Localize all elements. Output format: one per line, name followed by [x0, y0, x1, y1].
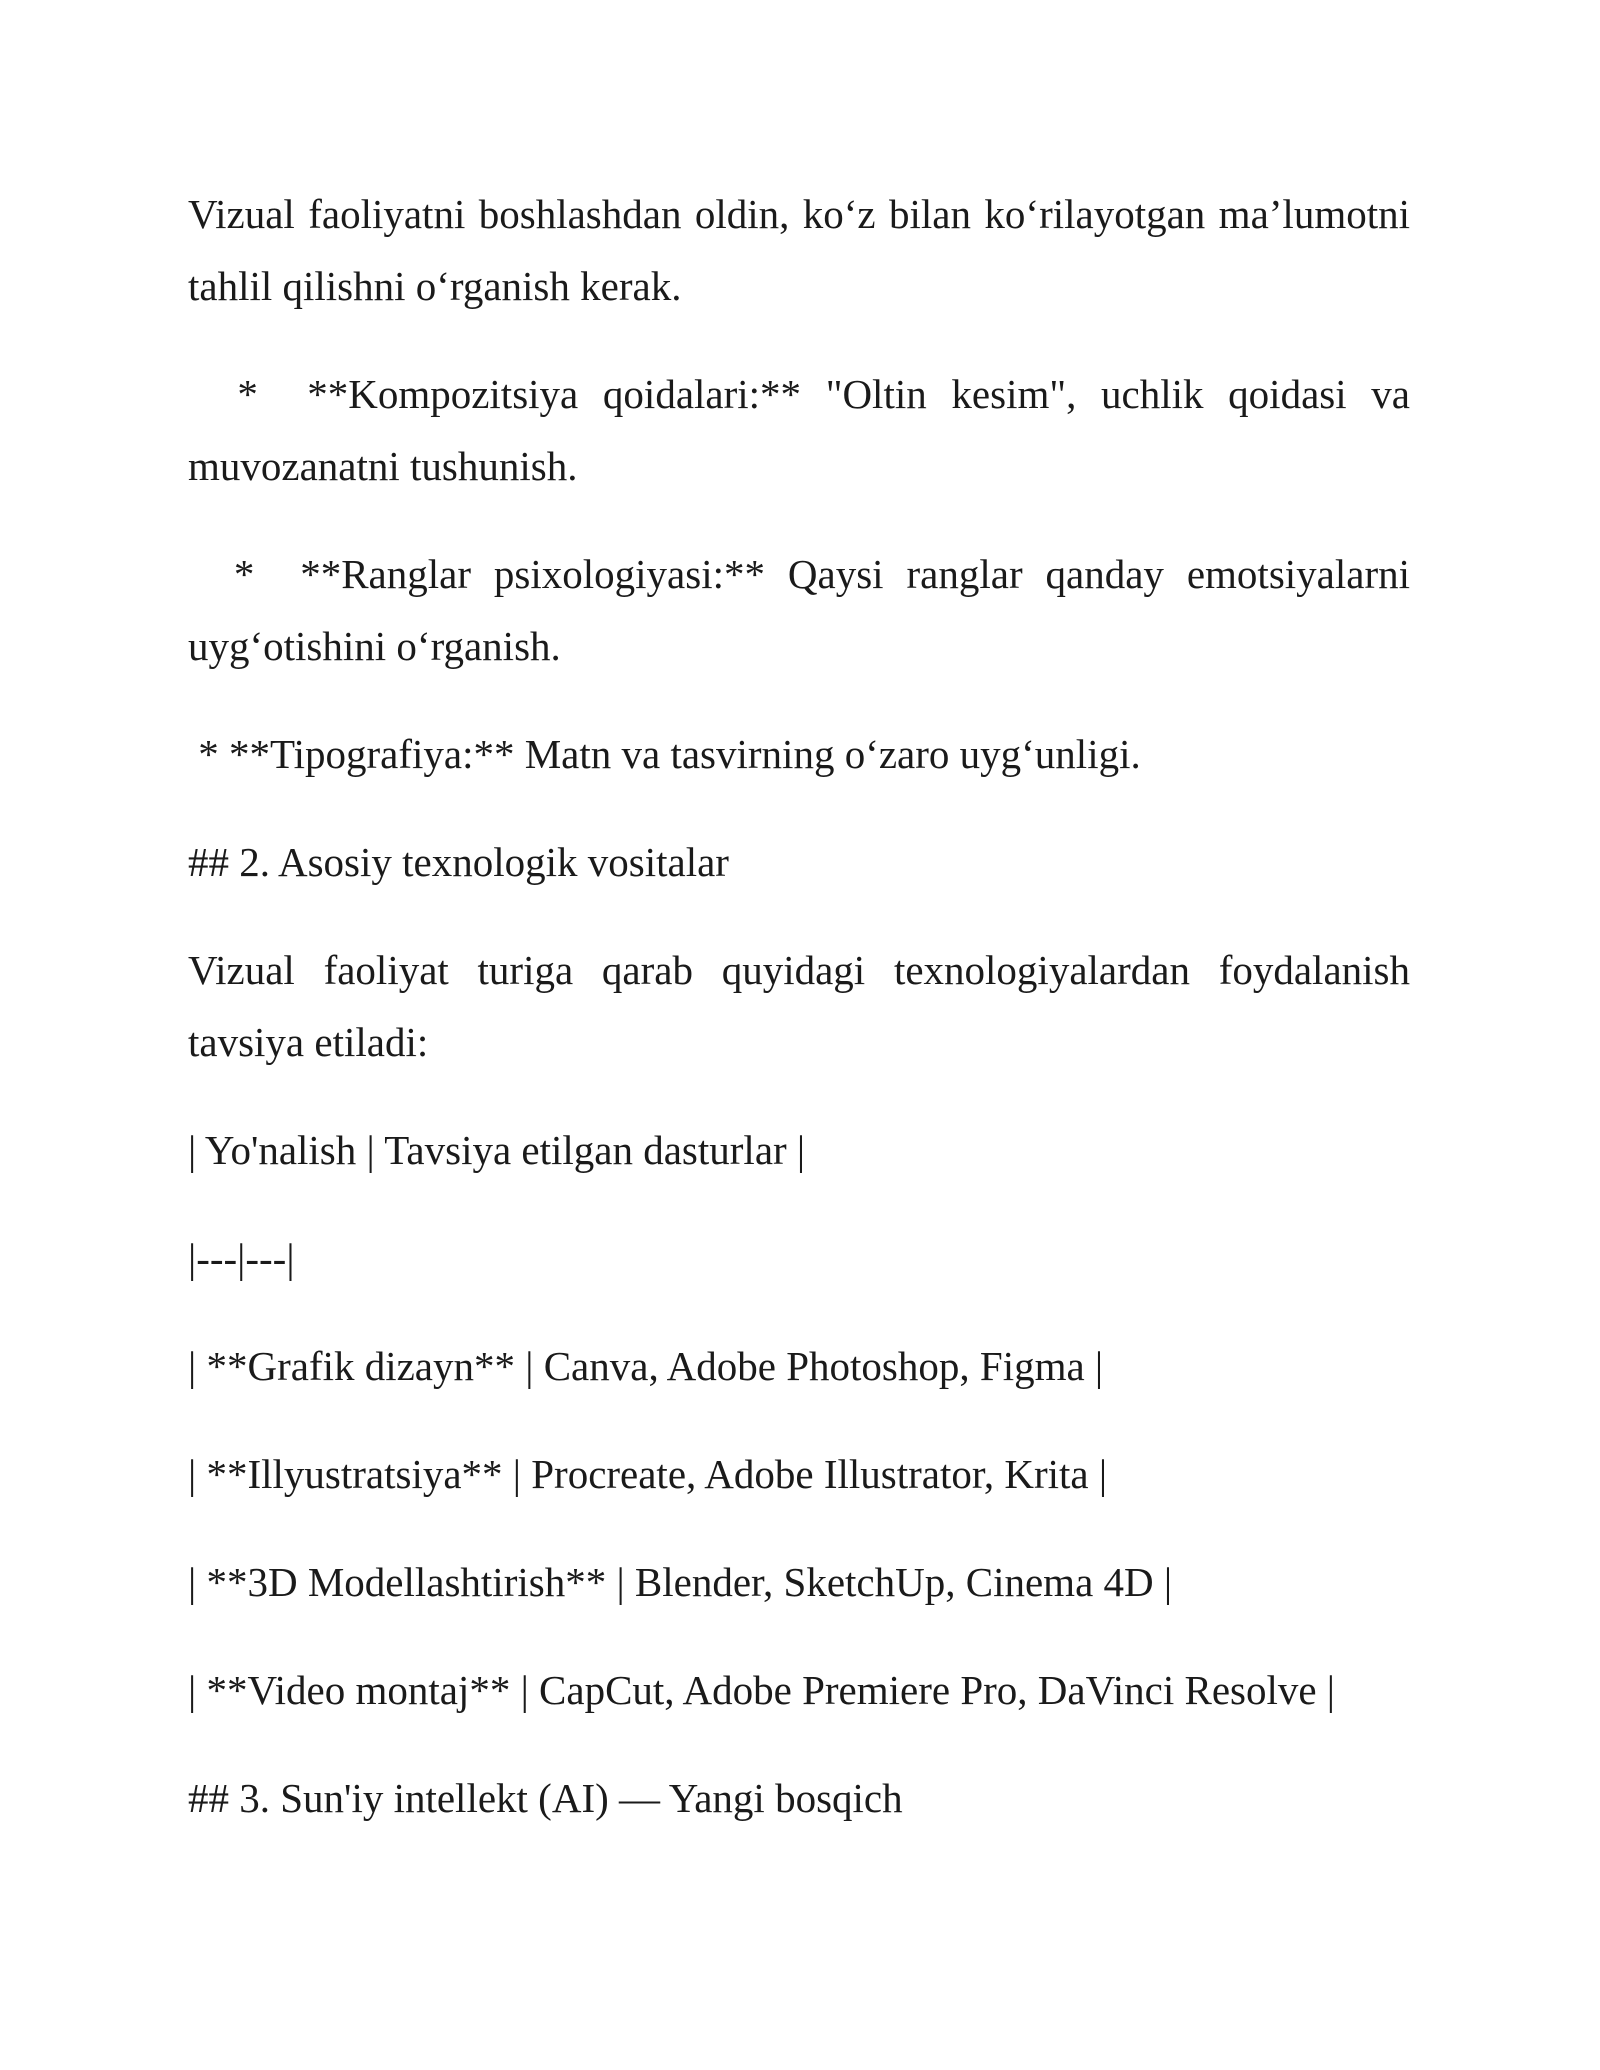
table-row-video-editing: | **Video montaj** | CapCut, Adobe Premiere Pro, DaVinci Resolve | — [188, 1667, 1336, 1713]
table-header-line: | Yo'nalish | Tavsiya etilgan dasturlar | — [188, 1127, 806, 1173]
bullet-typography: * **Tipografiya:** Matn va tasvirning o‘zaro uyg‘unligi. — [188, 731, 1141, 777]
table-row-3d-modeling: | **3D Modellashtirish** | Blender, SketchUp, Cinema 4D | — [188, 1559, 1173, 1605]
section-heading-3: ## 3. Sun'iy intellekt (AI) — Yangi bosqich — [188, 1775, 903, 1821]
table-separator-line: |---|---| — [188, 1235, 295, 1281]
section-heading-2: ## 2. Asosiy texnologik vositalar — [188, 839, 729, 885]
tools-intro-paragraph: Vizual faoliyat turiga qarab quyidagi texnologiyalardan foydalanish tavsiya etiladi: — [188, 947, 1421, 1065]
bullet-color-psychology: * **Ranglar psixologiyasi:** Qaysi ranglar qanday emotsiyalarni uyg‘otishini o‘rganish. — [188, 551, 1421, 669]
table-row-illustration: | **Illyustratsiya** | Procreate, Adobe Illustrator, Krita | — [188, 1451, 1108, 1497]
bullet-composition: * **Kompozitsiya qoidalari:** "Oltin kesim", uchlik qoidasi va muvozanatni tushunish. — [188, 371, 1421, 489]
intro-paragraph: Vizual faoliyatni boshlashdan oldin, ko‘z bilan ko‘rilayotgan ma’lumotni tahlil qilishni o‘rganish kerak. — [188, 191, 1421, 309]
table-row-graphic-design: | **Grafik dizayn** | Canva, Adobe Photoshop, Figma | — [188, 1343, 1104, 1389]
